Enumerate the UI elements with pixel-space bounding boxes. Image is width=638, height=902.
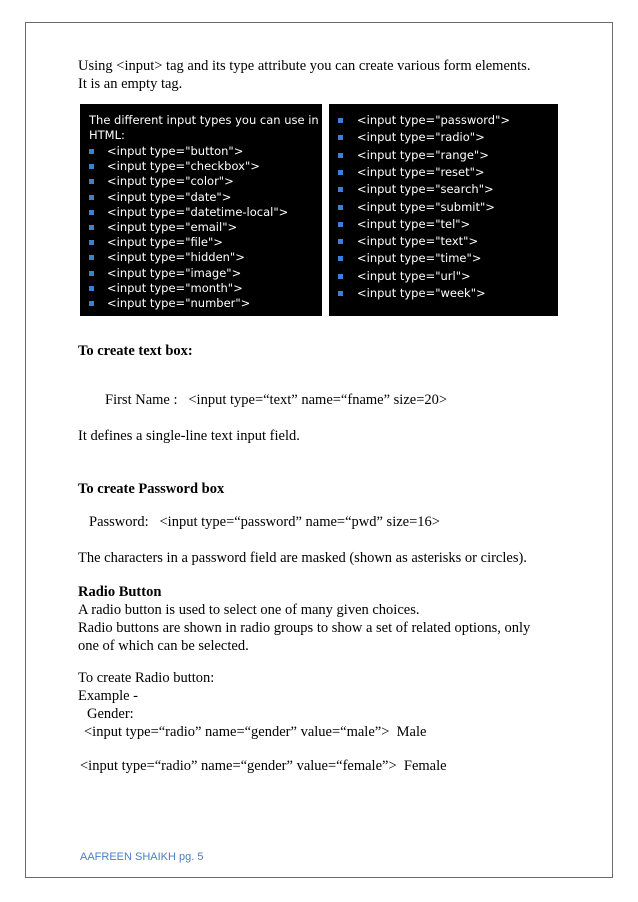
textbox-heading: To create text box: (78, 343, 193, 359)
bullet-icon (338, 187, 343, 192)
input-types-panel-right (329, 104, 558, 316)
password-heading: To create Password box (78, 481, 225, 497)
bullet-icon (89, 195, 94, 200)
input-type-right-item: <input type="reset"> (357, 164, 485, 179)
bullet-icon (338, 256, 343, 261)
radio-code-male: <input type=“radio” name=“gender” value=“male”> Male (84, 724, 427, 740)
bullet-icon (338, 205, 343, 210)
radio-desc-line-1: A radio button is used to select one of many given choices. (78, 602, 420, 618)
bullet-icon (338, 153, 343, 158)
bullet-icon (89, 240, 94, 245)
input-type-right-item: <input type="submit"> (357, 199, 495, 214)
input-type-right-item: <input type="text"> (357, 234, 479, 249)
radio-desc-line-3: one of which can be selected. (78, 638, 249, 654)
bullet-icon (338, 239, 343, 244)
intro-line-1: Using <input> tag and its type attribute you can create various form elements. (78, 58, 531, 74)
input-type-left-item: <input type="number"> (107, 296, 251, 310)
input-type-left-item: <input type="image"> (107, 265, 242, 280)
bullet-icon (338, 222, 343, 227)
input-type-left-item: <input type="checkbox"> (107, 159, 260, 174)
input-type-right-item: <input type="time"> (357, 251, 482, 266)
textbox-description: It defines a single-line text input field. (78, 428, 300, 444)
intro-line-2: It is an empty tag. (78, 76, 183, 92)
input-type-left-item: <input type="button"> (107, 144, 244, 158)
input-type-right-item: <input type="radio"> (357, 130, 485, 145)
bullet-icon (338, 170, 343, 175)
bullet-icon (89, 164, 94, 169)
bullet-icon (89, 255, 94, 260)
input-type-right-item: <input type="tel"> (357, 216, 471, 231)
panel-heading-line-2: HTML: (89, 128, 125, 142)
radio-code-female: <input type=“radio” name=“gender” value=“female”> Female (80, 758, 447, 774)
bullet-icon (89, 225, 94, 230)
radio-desc-line-2: Radio buttons are shown in radio groups to show a set of related options, only (78, 620, 531, 636)
bullet-icon (89, 301, 94, 306)
radio-heading: Radio Button (78, 584, 162, 600)
radio-gender-label: Gender: (87, 706, 134, 722)
input-type-right-item: <input type="week"> (357, 286, 486, 300)
bullet-icon (338, 135, 343, 140)
password-description: The characters in a password field are masked (shown as asterisks or circles). (78, 550, 527, 566)
input-type-right-item: <input type="search"> (357, 182, 494, 197)
radio-create-label: To create Radio button: (78, 670, 215, 686)
input-type-left-item: <input type="date"> (107, 189, 232, 204)
bullet-icon (89, 286, 94, 291)
textbox-code: First Name : <input type=“text” name=“fname” size=20> (105, 392, 448, 408)
bullet-icon (338, 291, 343, 296)
input-type-left-item: <input type="email"> (107, 220, 238, 234)
bullet-icon (89, 179, 94, 184)
page-footer: AAFREEN SHAIKH pg. 5 (80, 851, 204, 863)
input-type-left-item: <input type="file"> (107, 235, 223, 250)
input-type-left-item: <input type="hidden"> (107, 250, 245, 265)
password-code: Password: <input type=“password” name=“pwd” size=16> (89, 514, 440, 530)
bullet-icon (338, 118, 343, 123)
bullet-icon (338, 274, 343, 279)
bullet-icon (89, 149, 94, 154)
panel-heading-line-1: The different input types you can use in (89, 113, 319, 127)
input-type-left-item: <input type="datetime-local"> (107, 204, 289, 219)
input-type-right-item: <input type="password"> (357, 113, 511, 127)
input-types-panel-left (80, 104, 322, 316)
input-type-left-item: <input type="color"> (107, 174, 234, 189)
input-type-right-item: <input type="range"> (357, 147, 489, 162)
radio-example-label: Example - (78, 688, 138, 704)
bullet-icon (89, 271, 94, 276)
input-type-left-item: <input type="month"> (107, 280, 243, 295)
bullet-icon (89, 210, 94, 215)
input-type-right-item: <input type="url"> (357, 268, 471, 283)
